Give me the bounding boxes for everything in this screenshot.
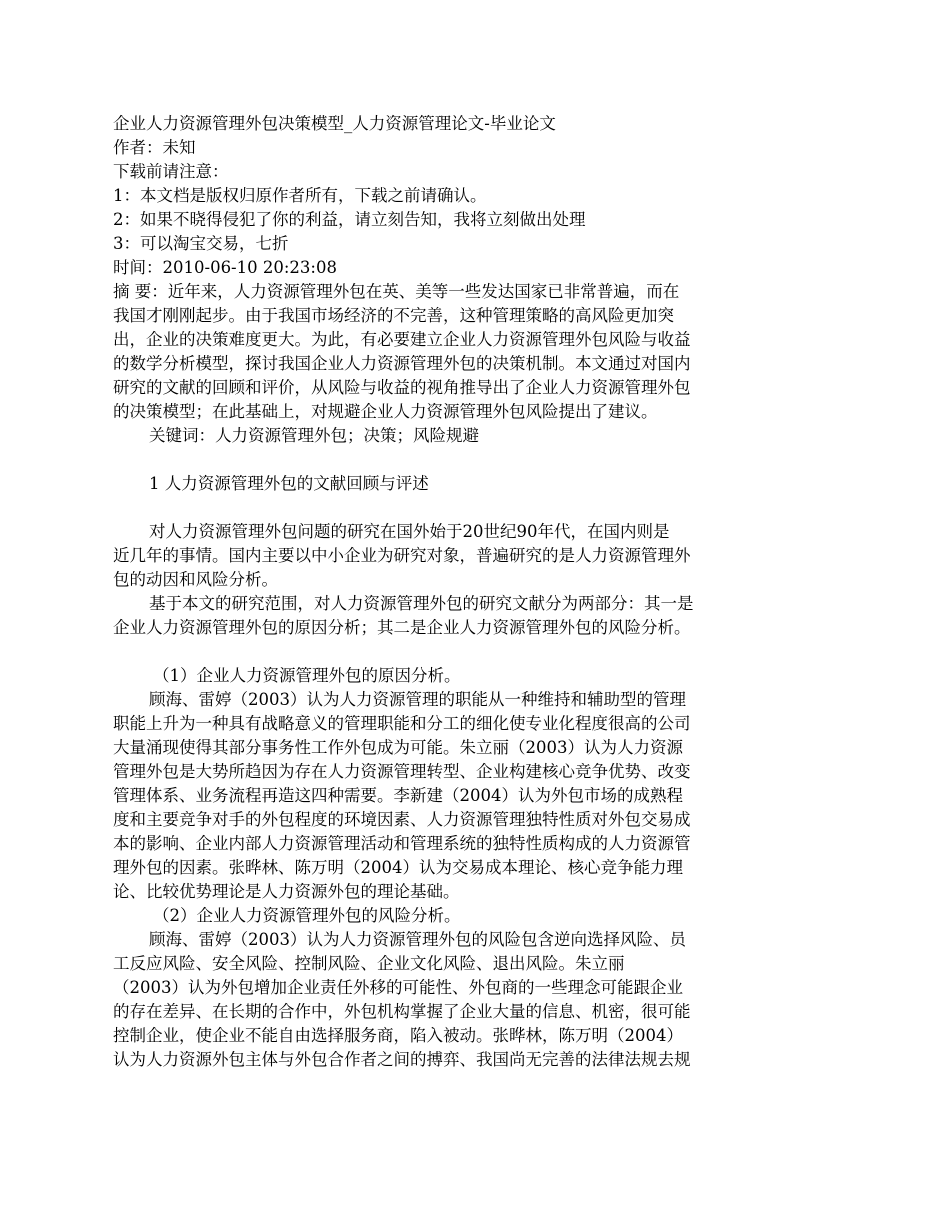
- paragraph-line: 的存在差异、在长期的合作中，外包机构掌握了企业大量的信息、机密，很可能: [113, 1002, 691, 1021]
- subsection-heading: （1）企业人力资源管理外包的原因分析。: [153, 666, 461, 685]
- author-line: 作者：未知: [113, 138, 196, 157]
- notice-heading: 下载前请注意：: [113, 162, 229, 181]
- abstract-line: 摘 要：近年来，人力资源管理外包在英、美等一些发达国家已非常普遍，而在: [113, 282, 680, 301]
- timestamp: 时间：2010-06-10 20:23:08: [113, 258, 337, 277]
- notice-item: 3：可以淘宝交易，七折: [113, 234, 289, 253]
- notice-item: 1：本文档是版权归原作者所有，下载之前请确认。: [113, 186, 487, 205]
- paragraph-line: （2003）认为外包增加企业责任外移的可能性、外包商的一些理念可能跟企业: [113, 978, 683, 997]
- paragraph-line: 对人力资源管理外包问题的研究在国外始于20世纪90年代，在国内则是: [149, 522, 670, 541]
- paragraph-line: 职能上升为一种具有战略意义的管理职能和分工的细化使专业化程度很高的公司: [113, 714, 691, 733]
- paragraph-line: 度和主要竞争对手的外包程度的环境因素、人力资源管理独特性质对外包交易成: [113, 810, 691, 829]
- paragraph-line: 管理体系、业务流程再造这四种需要。李新建（2004）认为外包市场的成熟程: [113, 786, 683, 805]
- paragraph-line: 近几年的事情。国内主要以中小企业为研究对象，普遍研究的是人力资源管理外: [113, 546, 691, 565]
- paragraph-line: 企业人力资源管理外包的原因分析；其二是企业人力资源管理外包的风险分析。: [113, 618, 691, 637]
- abstract-line: 出，企业的决策难度更大。为此，有必要建立企业人力资源管理外包风险与收益: [113, 330, 691, 349]
- paragraph-line: 论、比较优势理论是人力资源外包的理论基础。: [113, 882, 460, 901]
- paragraph-line: 基于本文的研究范围，对人力资源管理外包的研究文献分为两部分：其一是: [149, 594, 694, 613]
- paragraph-line: 工反应风险、安全风险、控制风险、企业文化风险、退出风险。朱立丽: [113, 954, 625, 973]
- paragraph-line: 包的动因和风险分析。: [113, 570, 278, 589]
- paragraph-line: 认为人力资源外包主体与外包合作者之间的搏弈、我国尚无完善的法律法规去规: [113, 1050, 691, 1069]
- abstract-line: 的数学分析模型，探讨我国企业人力资源管理外包的决策机制。本文通过对国内: [113, 354, 691, 373]
- paragraph-line: 控制企业，使企业不能自由选择服务商，陷入被动。张晔林，陈万明（2004）: [113, 1026, 683, 1045]
- abstract-line: 研究的文献的回顾和评价，从风险与收益的视角推导出了企业人力资源管理外包: [113, 378, 691, 397]
- paragraph-line: 管理外包是大势所趋因为存在人力资源管理转型、企业构建核心竞争优势、改变: [113, 762, 691, 781]
- section-heading: 1 人力资源管理外包的文献回顾与评述: [149, 474, 429, 493]
- abstract-line: 的决策模型；在此基础上，对规避企业人力资源管理外包风险提出了建议。: [113, 402, 658, 421]
- notice-item: 2：如果不晓得侵犯了你的利益，请立刻告知，我将立刻做出处理: [113, 210, 586, 229]
- paragraph-line: 大量涌现使得其部分事务性工作外包成为可能。朱立丽（2003）认为人力资源: [113, 738, 683, 757]
- paragraph-line: 顾海、雷婷（2003）认为人力资源管理外包的风险包含逆向选择风险、员: [149, 930, 686, 949]
- document-title: 企业人力资源管理外包决策模型_人力资源管理论文-毕业论文: [113, 114, 556, 133]
- paragraph-line: 本的影响、企业内部人力资源管理活动和管理系统的独特性质构成的人力资源管: [113, 834, 691, 853]
- paragraph-line: 顾海、雷婷（2003）认为人力资源管理的职能从一种维持和辅助型的管理: [149, 690, 686, 709]
- document-body: [113, 112, 773, 1072]
- subsection-heading: （2）企业人力资源管理外包的风险分析。: [153, 906, 461, 925]
- abstract-line: 我国才刚刚起步。由于我国市场经济的不完善，这种管理策略的高风险更加突: [113, 306, 674, 325]
- paragraph-line: 理外包的因素。张晔林、陈万明（2004）认为交易成本理论、核心竞争能力理: [113, 858, 683, 877]
- keywords: 关键词：人力资源管理外包；决策；风险规避: [149, 426, 479, 445]
